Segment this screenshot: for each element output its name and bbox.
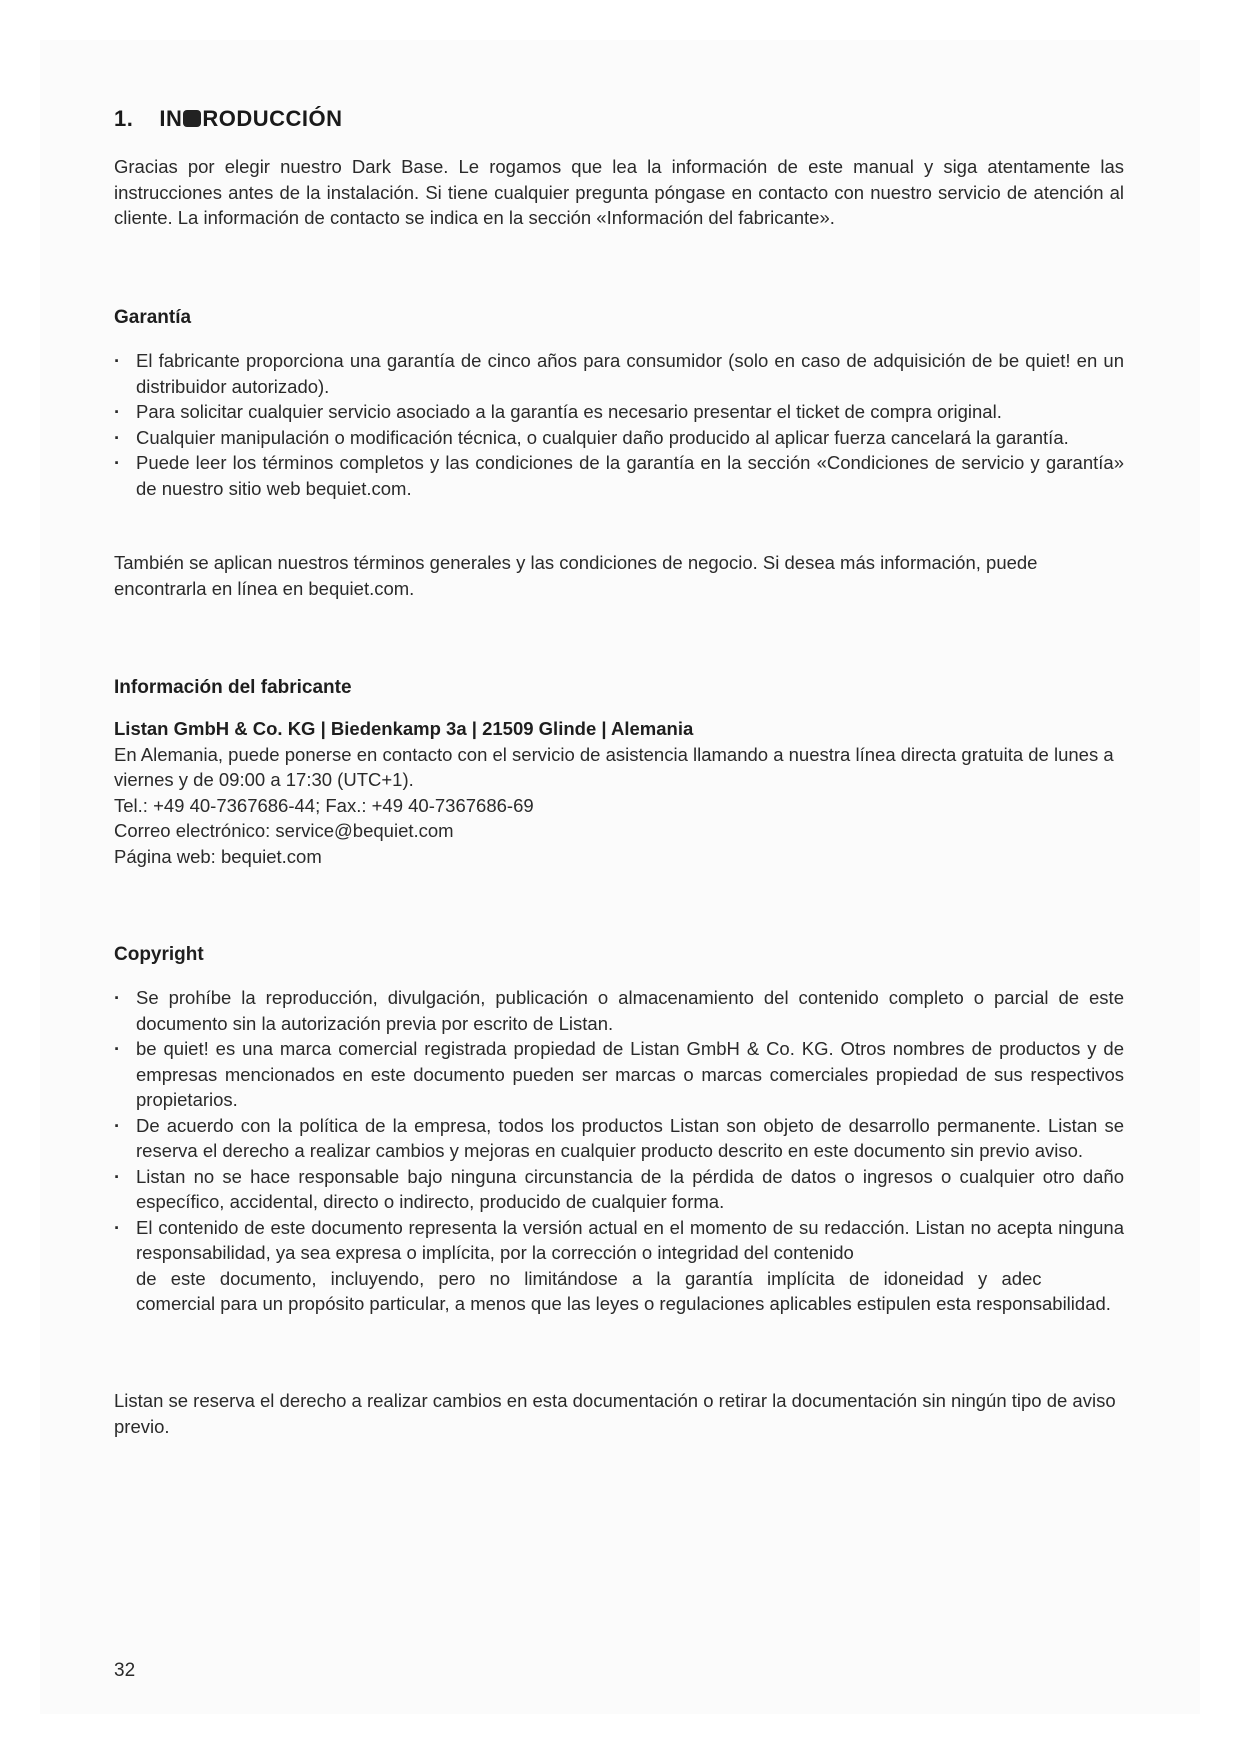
logo-blot (183, 110, 201, 127)
list-item-line: comercial para un propósito particular, a menos que las leyes o regulaciones aplicables estipulen esta responsabilidad. (136, 1293, 1111, 1314)
section-title (114, 106, 343, 132)
list-item-line: El contenido de este documento representa la versión actual en el momento de su redacción. Listan no acepta ninguna responsabilidad, ya sea expresa o implícita, por la corrección o integridad del contenido (136, 1216, 1124, 1263)
list-item (114, 1215, 1124, 1317)
manufacturer-phone: Tel.: +49 40-7367686-44; Fax.: +49 40-7367686-69 (114, 794, 534, 816)
list-item: · be quiet! es una marca comercial registrada propiedad de Listan GmbH & Co. KG. Otros nombres de productos y de empresas mencionados en este documento pueden ser marcas o marcas comerciales propiedad de sus respectivos propietarios. (114, 1036, 1124, 1113)
list-item-line: de este documento, incluyendo, pero no limitándose a la garantía implícita de idoneidad y adec (136, 1267, 1042, 1289)
copyright-footer: Listan se reserva el derecho a realizar cambios en esta documentación o retirar la documentación sin ningún tipo de aviso previo. (114, 1390, 1116, 1437)
manufacturer-web: Página web: bequiet.com (114, 845, 322, 867)
list-item: · Se prohíbe la reproducción, divulgación, publicación o almacenamiento del contenido completo o parcial de este documento sin la autorización previa por escrito de Listan. (114, 985, 1124, 1036)
section-title-suffix: RODUCCIÓN (202, 106, 343, 131)
page-number: 32 (114, 1660, 136, 1681)
list-item: · De acuerdo con la política de la empresa, todos los productos Listan son objeto de desarrollo permanente. Listan se reserva el derecho a realizar cambios y mejoras en cualquier producto descrito en este documento sin previo aviso. (114, 1113, 1124, 1164)
list-item: · Cualquier manipulación o modificación técnica, o cualquier daño producido al aplicar fuerza cancelará la garantía. (114, 425, 1124, 451)
warranty-heading: Garantía (114, 307, 192, 328)
warranty-list (114, 348, 1124, 501)
manufacturer-email: Correo electrónico: service@bequiet.com (114, 820, 454, 841)
manufacturer-heading: Información del fabricante (114, 677, 352, 698)
manufacturer-hotline: En Alemania, puede ponerse en contacto con el servicio de asistencia llamando a nuestra línea directa gratuita de lunes a viernes y de 09:00 a 17:30 (UTC+1). (114, 743, 1114, 790)
intro-paragraph: Gracias por elegir nuestro Dark Base. Le rogamos que lea la información de este manual y siga atentamente las instrucciones antes de la instalación. Si tiene cualquier pregunta póngase en contacto con nuestro servicio de atención al cliente. La información de contacto se indica en la sección «Información del fabricante». (114, 156, 1124, 228)
list-item: · El fabricante proporciona una garantía de cinco años para consumidor (solo en caso de adquisición de be quiet! en un distribuidor autorizado). (114, 348, 1124, 399)
manufacturer-address: Listan GmbH & Co. KG | Biedenkamp 3a | 21509 Glinde | Alemania (114, 718, 694, 739)
list-item: · Puede leer los términos completos y las condiciones de la garantía en la sección «Condiciones de servicio y garantía» de nuestro sitio web bequiet.com. (114, 450, 1124, 501)
warranty-footer: También se aplican nuestros términos generales y las condiciones de negocio. Si desea más información, puede encontrarla en línea en bequiet.com. (114, 552, 1038, 599)
section-number: 1. (114, 106, 134, 131)
copyright-heading: Copyright (114, 944, 204, 965)
manufacturer-block (114, 716, 1124, 869)
list-item: · Listan no se hace responsable bajo ninguna circunstancia de la pérdida de datos o ingresos o cualquier otro daño específico, accidental, directo o indirecto, producido de cualquier forma. (114, 1164, 1124, 1215)
page-background (40, 40, 1200, 1714)
section-title-prefix: IN (159, 106, 183, 131)
list-item: · Para solicitar cualquier servicio asociado a la garantía es necesario presentar el ticket de compra original. (114, 399, 1124, 425)
copyright-list (114, 985, 1124, 1317)
